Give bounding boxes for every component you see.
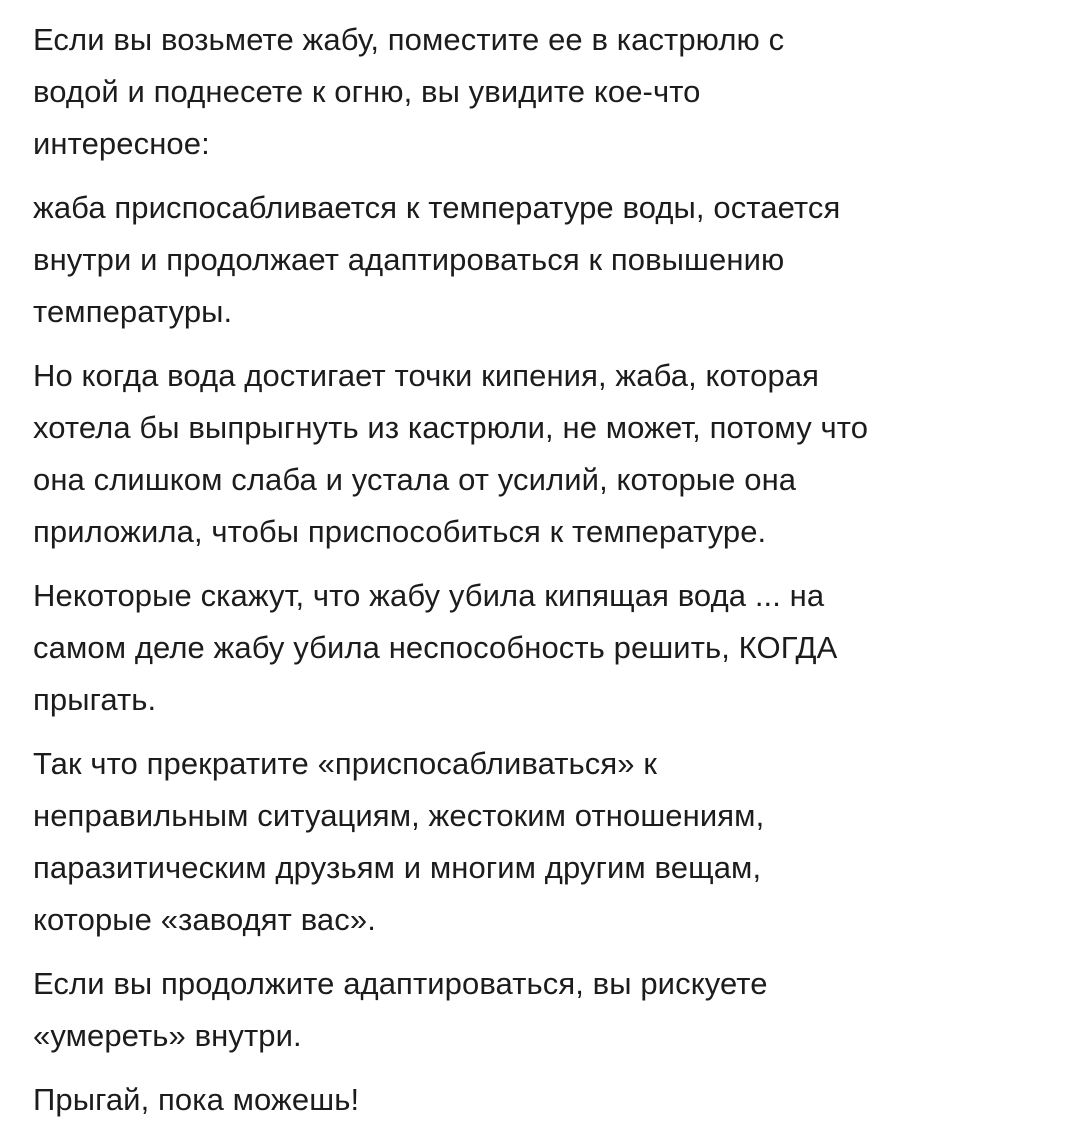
paragraph-2 bbox=[33, 182, 1050, 338]
paragraph-5 bbox=[33, 738, 1050, 946]
text-line: Прыгай, пока можешь! bbox=[33, 1082, 360, 1117]
paragraph-6 bbox=[33, 958, 1050, 1062]
text-line: она слишком слаба и устала от усилий, которые она bbox=[33, 462, 797, 497]
text-line: которые «заводят вас». bbox=[33, 902, 376, 937]
text-line: температуры. bbox=[33, 294, 233, 329]
text-line: приложила, чтобы приспособиться к температуре. bbox=[33, 514, 767, 549]
paragraph-3 bbox=[33, 350, 1050, 558]
text-line: Если вы продолжите адаптироваться, вы рискуете bbox=[33, 966, 768, 1001]
text-line: Если вы возьмете жабу, поместите ее в кастрюлю с bbox=[33, 22, 785, 57]
text-line: внутри и продолжает адаптироваться к повышению bbox=[33, 242, 785, 277]
text-line: Так что прекратите «приспосабливаться» к bbox=[33, 746, 658, 781]
text-line: неправильным ситуациям, жестоким отношениям, bbox=[33, 798, 765, 833]
text-line: прыгать. bbox=[33, 682, 157, 717]
text-line: «умереть» внутри. bbox=[33, 1018, 302, 1053]
paragraph-1 bbox=[33, 14, 1050, 170]
paragraph-7 bbox=[33, 1074, 1050, 1126]
text-line: самом деле жабу убила неспособность решить, КОГДА bbox=[33, 630, 838, 665]
text-line: хотела бы выпрыгнуть из кастрюли, не может, потому что bbox=[33, 410, 869, 445]
text-line: водой и поднесете к огню, вы увидите кое-что bbox=[33, 74, 701, 109]
text-line: паразитическим друзьям и многим другим вещам, bbox=[33, 850, 762, 885]
paragraph-4 bbox=[33, 570, 1050, 726]
text-line: интересное: bbox=[33, 126, 210, 161]
text-line: Но когда вода достигает точки кипения, жаба, которая bbox=[33, 358, 820, 393]
text-line: жаба приспосабливается к температуре воды, остается bbox=[33, 190, 841, 225]
text-line: Некоторые скажут, что жабу убила кипящая вода ... на bbox=[33, 578, 825, 613]
